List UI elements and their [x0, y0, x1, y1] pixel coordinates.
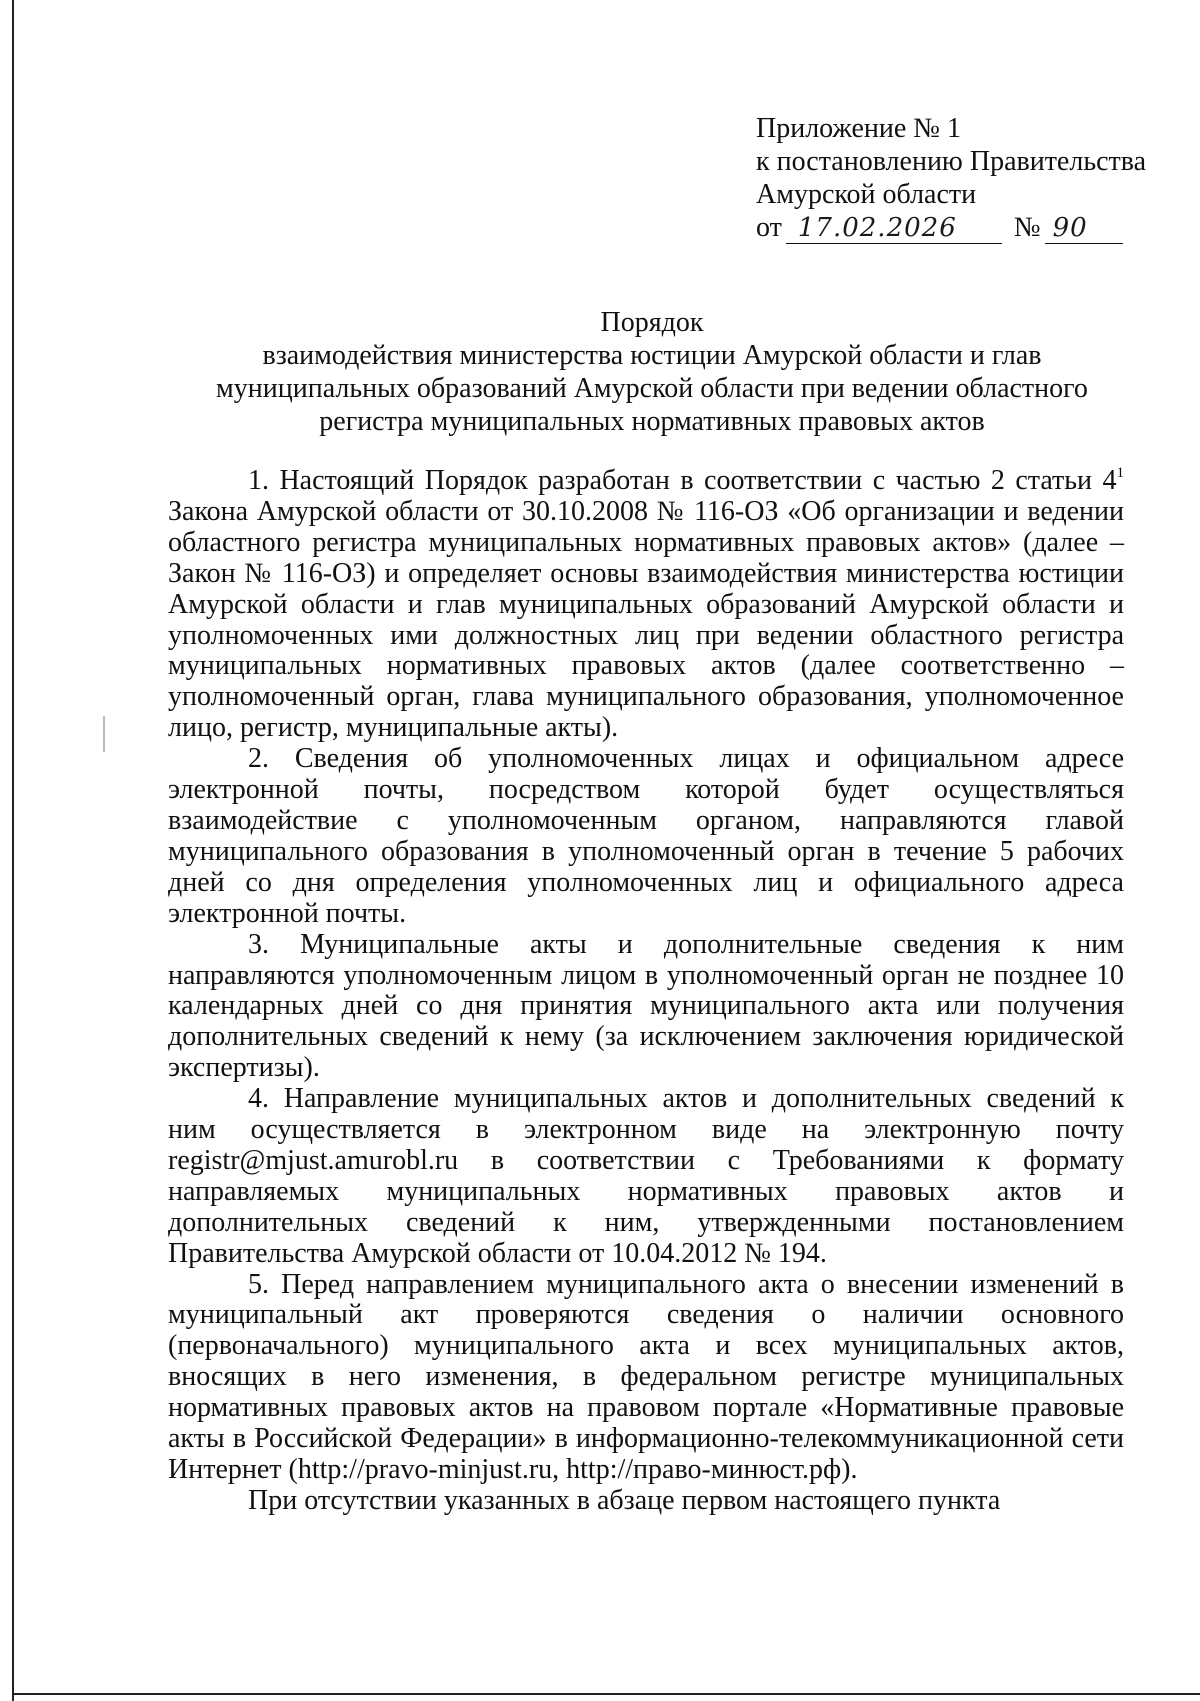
- approval-date-number-line: [756, 211, 1176, 244]
- paragraph-6: При отсутствии указанных в абзаце первом настоящего пункта: [248, 1484, 1001, 1516]
- document-body: [168, 466, 1124, 1517]
- paragraph-4: 4. Направление муниципальных актов и дополнительных сведений к ним осуществляется в электронном виде на электронную почту registr@mjust.amurobl.ru в соответствии с Требованиями к формату направляемых муниципальных нормативных правовых актов и дополнительных сведений к ним, утвержденными постановлением Правительства Амурской области от 10.04.2012 № 194.: [168, 1083, 1124, 1269]
- scan-border-left: [12, 0, 14, 1701]
- superscript-1: 1: [1116, 465, 1124, 481]
- paragraph-1-start: 1. Настоящий Порядок разработан в соответствии с частью 2 статьи 4: [248, 465, 1117, 496]
- approval-line-region: Амурской области: [756, 179, 977, 210]
- handwritten-number: 90: [1045, 213, 1123, 244]
- date-prefix: от: [756, 212, 782, 243]
- approval-line-appendix: Приложение № 1: [756, 113, 961, 144]
- paragraph-2: 2. Сведения об уполномоченных лицах и официальном адресе электронной почты, посредством которой будет осуществляться взаимодействие с уполномоченным органом, направляются главой муниципального образования в уполномоченный орган в течение 5 рабочих дней со дня определения уполномоченных лиц и официального адреса электронной почты.: [168, 743, 1124, 929]
- title-line-4: регистра муниципальных нормативных правовых актов: [319, 406, 985, 437]
- scan-mark: [103, 716, 105, 752]
- title-line-1: Порядок: [600, 307, 704, 338]
- paragraph-1: [168, 466, 1124, 744]
- paragraph-1-rest: Закона Амурской области от 30.10.2008 № 116-ОЗ «Об организации и ведении областного регистра муниципальных нормативных правовых актов» (далее – Закон № 116-ОЗ) и определяет основы взаимодействия министерства юстиции Амурской области и глав муниципальных образований Амурской области и уполномоченных ими должностных лиц при ведении областного регистра муниципальных нормативных правовых актов (далее соответственно – уполномоченный орган, глава муниципального образования, уполномоченное лицо, регистр, муниципальные акты).: [168, 495, 1124, 744]
- approval-line-resolution: к постановлению Правительства: [756, 146, 1147, 177]
- scan-border-bottom: [12, 1693, 1200, 1695]
- paragraph-5: 5. Перед направлением муниципального акта о внесении изменений в муниципальный акт проверяются сведения о наличии основного (первоначального) муниципального акта и всех муниципальных актов, вносящих в него изменения, в федеральном регистре муниципальных нормативных правовых актов на правовом портале «Нормативные правовые акты в Российской Федерации» в информационно-телекоммуникационной сети Интернет (http://pravo-minjust.ru, http://право-минюст.рф).: [168, 1268, 1124, 1485]
- title-line-2: взаимодействия министерства юстиции Амурской области и глав: [262, 340, 1042, 371]
- number-prefix: №: [1013, 212, 1041, 243]
- approval-block: [756, 112, 1176, 244]
- document-title: [168, 306, 1136, 438]
- handwritten-date: 17.02.2026: [786, 213, 1002, 244]
- paragraph-3: 3. Муниципальные акты и дополнительные сведения к ним направляются уполномоченным лицом в уполномоченный орган не позднее 10 календарных дней со дня принятия муниципального акта или получения дополнительных сведений к нему (за исключением заключения юридической экспертизы).: [168, 928, 1124, 1084]
- title-line-3: муниципальных образований Амурской области при ведении областного: [216, 373, 1088, 404]
